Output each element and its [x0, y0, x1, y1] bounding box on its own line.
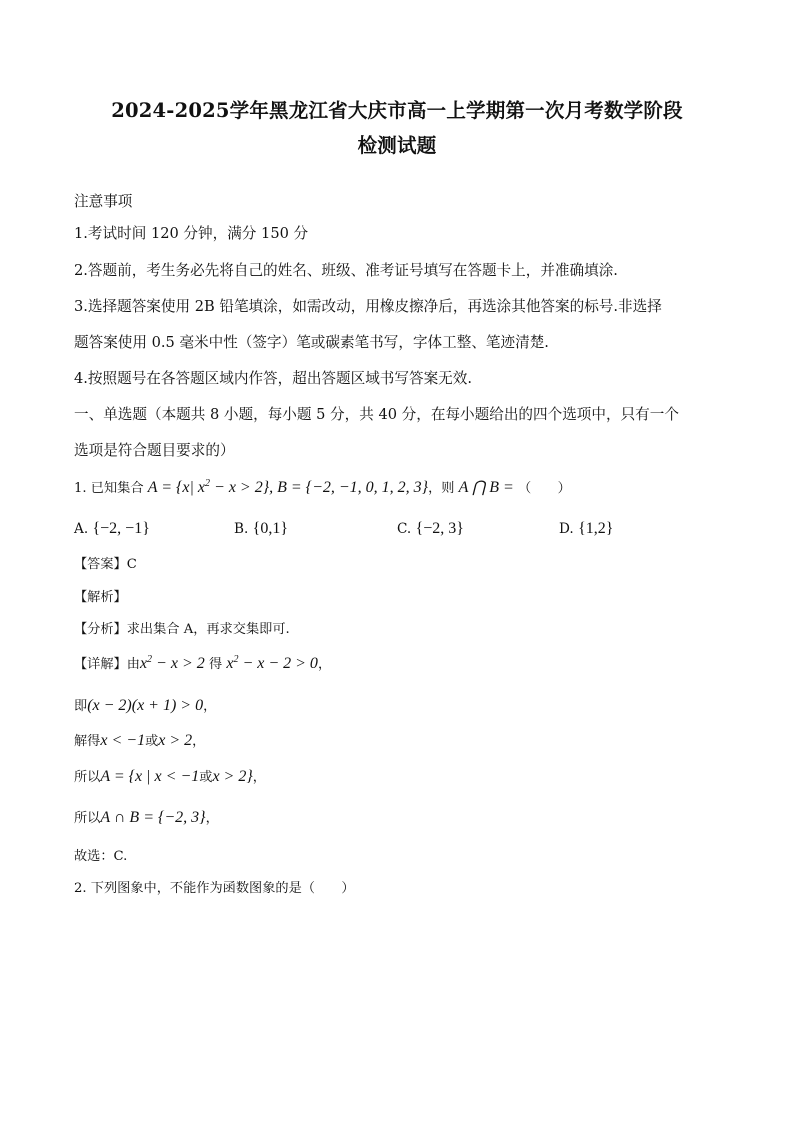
notice-item-3-cont: 题答案使用 0.5 毫米中性（签字）笔或碳素笔书写，字体工整、笔迹清楚.	[74, 334, 549, 351]
q1-ask-expr: A ⋂ B =	[458, 479, 514, 496]
q1-set-b: , B = {−2, −1, 0, 1, 2, 3}	[269, 479, 429, 496]
title-line-1: 2024-2025学年黑龙江省大庆市高一上学期第一次月考数学阶段	[111, 99, 683, 122]
q1-answer: 【答案】C	[74, 557, 137, 572]
q1-analysis: 【分析】求出集合 A，再求交集即可.	[74, 622, 290, 637]
section-line-2: 选项是符合题目要求的）	[74, 442, 235, 459]
section-line-1: 一、单选题（本题共 8 小题，每小题 5 分，共 40 分，在每小题给出的四个选项中，只有一个	[74, 406, 679, 423]
notice-item-1: 1.考试时间 120 分钟，满分 150 分	[74, 225, 309, 242]
q1-option-d: D. {1,2}	[559, 520, 614, 537]
q1-step-1: 即(x − 2)(x + 1) > 0，	[74, 697, 217, 714]
q1-prefix: 1. 已知集合	[74, 481, 144, 496]
q1-set-a: A = {x| $x^2 - x > 2$}	[147, 478, 270, 496]
q1-option-c: C. {−2, 3}	[397, 520, 464, 537]
q1-ask-mid: ，则	[428, 481, 455, 496]
notice-item-2: 2.答题前，考生务必先将自己的姓名、班级、准考证号填写在答题卡上，并准确填涂.	[74, 262, 618, 279]
q1-step-2: 解得x < −1或x > 2，	[74, 732, 206, 749]
notice-heading: 注意事项	[74, 193, 133, 210]
q1-ask-paren: （ ）	[518, 481, 571, 496]
q1-option-a: A. {−2, −1}	[74, 520, 150, 537]
q1-step-4: 所以A ∩ B = {−2, 3}，	[74, 809, 219, 826]
q1-stem	[74, 480, 571, 496]
notice-item-4: 4.按照题号在各答题区域内作答，超出答题区域书写答案无效.	[74, 370, 473, 387]
title-line-2: 检测试题	[357, 134, 437, 157]
q1-detail: 【详解】由$x^2 - x > 2$ 得 $x^2 - x - 2 > 0$，	[74, 654, 332, 672]
q2-stem: 2. 下列图象中，不能作为函数图象的是（ ）	[74, 881, 355, 896]
q1-option-b: B. {0,1}	[234, 520, 288, 537]
q1-step-3: 所以A = {x | x < −1或x > 2}，	[74, 768, 266, 785]
q1-analysis-heading: 【解析】	[74, 590, 127, 605]
notice-item-3: 3.选择题答案使用 2B 铅笔填涂，如需改动，用橡皮擦净后，再选涂其他答案的标号.非选择	[74, 298, 662, 315]
q1-conclusion: 故选：C.	[74, 849, 128, 864]
